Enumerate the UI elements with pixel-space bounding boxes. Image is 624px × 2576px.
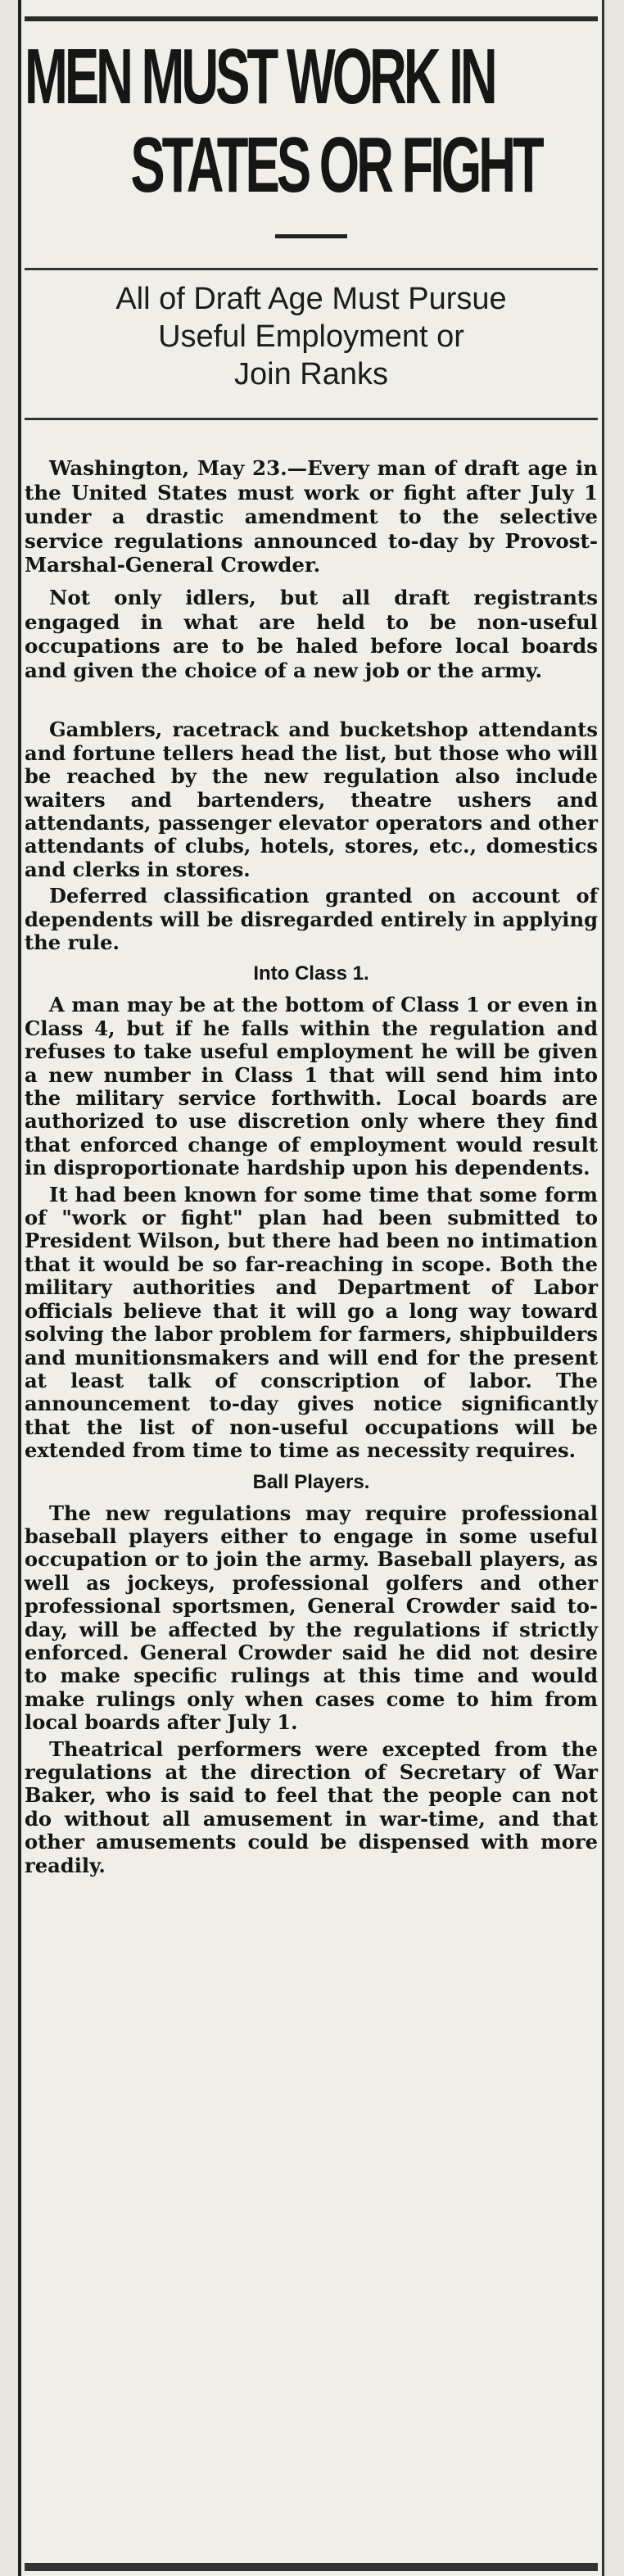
paragraph-dateline: Washington, May 23.—Every man of draft age in the United States must work or fight after July 1 under a drastic amendment to the selective service regulations announced to-day by Provost-Marshal-General Crowder. xyxy=(25,456,598,577)
subhead-ball-players: Ball Players. xyxy=(252,1470,370,1493)
bottom-rule xyxy=(25,2563,598,2571)
deck-box xyxy=(25,268,598,420)
deck-line-3: Join Ranks xyxy=(234,357,388,392)
paragraph-work-or-fight: It had been known for some time that some form of "work or fight" plan had been submitted to President Wilson, but there had been no intimation that it would be so far-reaching in scope. Both the military authorities and Department of Labor officials believe that it will go a long way toward solving the labor problem for farmers, shipbuilders and munitionsmakers and will end for the present at least talk of conscription of labor. The announcement to-day gives notice significantly that the list of non-useful occupations will be extended from time to time as necessity requires. xyxy=(25,1182,598,1463)
paragraph-deferred: Deferred classification granted on account of dependents will be disregarded entirely in applying the rule. xyxy=(25,884,598,954)
paragraph-gamblers: Gamblers, racetrack and bucketshop attendants and fortune tellers head the list, but those who will be reached by the new regulation also include waiters and bartenders, theatre ushers and attendants, passenger elevator operators and other attendants of clubs, hotels, stores, etc., domestics and clerks in stores. xyxy=(25,718,598,881)
deck xyxy=(25,280,598,393)
article-body-continued xyxy=(25,718,598,1877)
adjacent-column-left xyxy=(0,0,21,2576)
headline-line-1: MEN MUST WORK IN xyxy=(25,33,495,120)
top-rule xyxy=(25,16,598,21)
paragraph-idlers: Not only idlers, but all draft registrants engaged in what are held to be non-useful occupations are to be haled before local boards and given the choice of a new job or the army. xyxy=(25,585,598,682)
adjacent-column-right xyxy=(602,0,624,2576)
paragraph-class-1: A man may be at the bottom of Class 1 or even in Class 4, but if he falls within the regulation and refuses to take useful employment he will be given a new number in Class 1 that will send him into the military service forthwith. Local boards are authorized to use discretion only where they find that enforced change of employment would result in disproportionate hardship upon his dependents. xyxy=(25,993,598,1180)
paragraph-theatrical: Theatrical performers were excepted from the regulations at the direction of Secretary of War Baker, who is said to feel that the people can not do without all amusement in war-time, and that other amusements could be dispensed with more readily. xyxy=(25,1736,598,1877)
deck-line-2: Useful Employment or xyxy=(158,319,464,354)
subhead-into-class-1: Into Class 1. xyxy=(253,962,369,985)
headline xyxy=(25,33,541,210)
paragraph-baseball: The new regulations may require professional baseball players either to engage in some useful occupation or to join the army. Baseball players, as well as jockeys, professional golfers and other professional sportsmen, General Crowder said to-day, will be affected by the regulations if strictly enforced. General Crowder said he did not desire to make specific rulings at this time and would make rulings only when cases come to him from local boards after July 1. xyxy=(25,1501,598,1735)
deck-line-1: All of Draft Age Must Pursue xyxy=(115,282,507,316)
headline-divider xyxy=(275,234,347,238)
news-article xyxy=(25,16,598,1881)
article-body xyxy=(25,456,598,682)
headline-line-2: STATES OR FIGHT xyxy=(130,121,541,209)
